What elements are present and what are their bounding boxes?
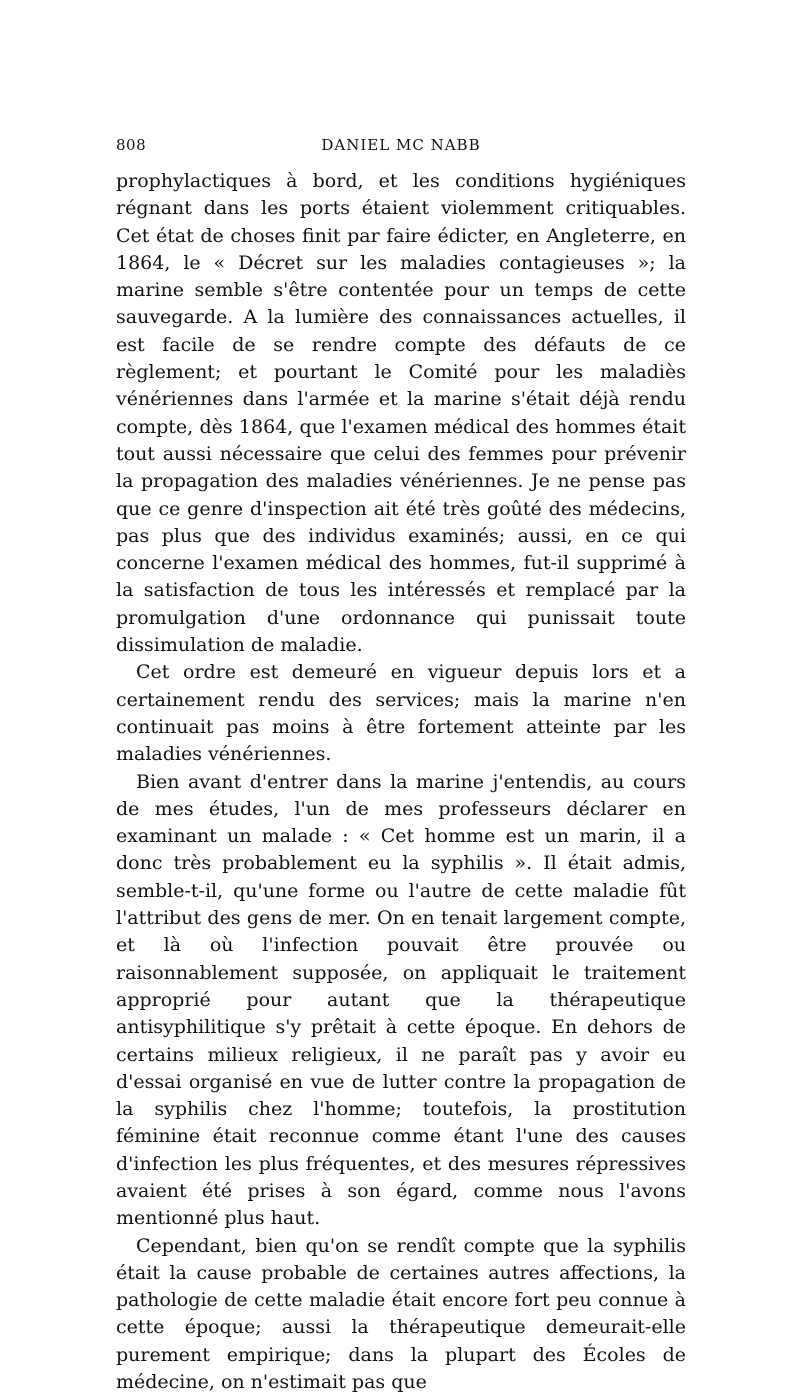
body-text: [116, 168, 686, 1396]
paragraph-continuation: prophylactiques à bord, et les conditions hygiéniques régnant dans les ports étaient violemment critiquables. Cet état de choses finit par faire édicter, en Angleterre, en 1864, le « Décret sur les maladies contagieuses »; la marine semble s'être contentée pour un temps de cette sauvegarde. A la lumière des connaissances actuelles, il est facile de se rendre compte des défauts de ce règlement; et pourtant le Comité pour les maladiès vénériennes dans l'armée et la marine s'était déjà rendu compte, dès 1864, que l'examen médical des hommes était tout aussi nécessaire que celui des femmes pour prévenir la propagation des maladies vénériennes. Je ne pense pas que ce genre d'inspection ait été très goûté des médecins, pas plus que des individus examinés; aussi, en ce qui concerne l'examen médical des hommes, fut-il supprimé à la satisfaction de tous les intéressés et remplacé par la promulgation d'une ordonnance qui punissait toute dissimulation de maladie.: [116, 170, 686, 657]
running-head: [116, 136, 686, 162]
paragraph: Cependant, bien qu'on se rendît compte que la syphilis était la cause probable de certaines autres affections, la pathologie de cette maladie était encore fort peu connue à cette époque; aussi la thérapeutique demeurait-elle purement empirique; dans la plupart des Écoles de médecine, on n'estimait pas que: [116, 1234, 686, 1394]
paragraph: Cet ordre est demeuré en vigueur depuis lors et a certainement rendu des services; mais la marine n'en continuait pas moins à être fortement atteinte par les maladies vénériennes.: [116, 661, 686, 766]
paragraph: Bien avant d'entrer dans la marine j'entendis, au cours de mes études, l'un de mes professeurs déclarer en examinant un malade : « Cet homme est un marin, il a donc très probablement eu la syphilis ». Il était admis, semble-t-il, qu'une forme ou l'autre de cette maladie fût l'attribut des gens de mer. On en tenait largement compte, et là où l'infection pouvait être prouvée ou raisonnablement supposée, on appliquait le traitement approprié pour autant que la thérapeutique antisyphilitique s'y prêtait à cette époque. En dehors de certains milieux religieux, il ne paraît pas y avoir eu d'essai organisé en vue de lutter contre la propagation de la syphilis chez l'homme; toutefois, la prostitution féminine était reconnue comme étant l'une des causes d'infection les plus fréquentes, et des mesures répressives avaient été prises à son égard, comme nous l'avons mentionné plus haut.: [116, 770, 686, 1230]
running-title: DANIEL MC NABB: [321, 136, 481, 154]
page-number: 808: [116, 136, 147, 154]
